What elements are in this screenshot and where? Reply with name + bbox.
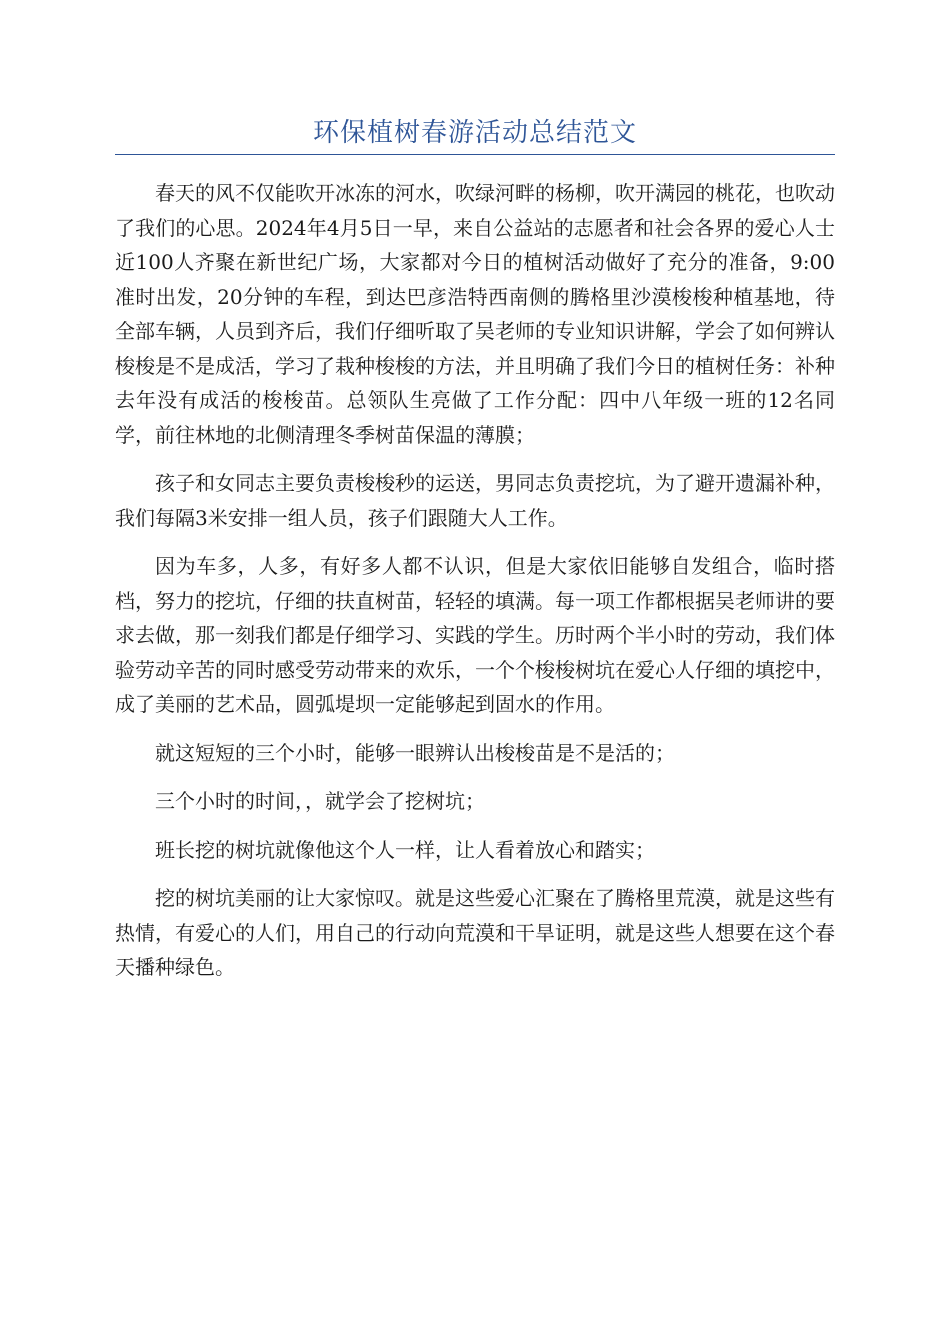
paragraph: 三个小时的时间，，就学会了挖树坑； — [155, 789, 485, 813]
document-body — [115, 176, 835, 999]
document-title: 环保植树春游活动总结范文 — [312, 118, 637, 148]
paragraph: 就这短短的三个小时，能够一眼辨认出梭梭苗是不是活的； — [155, 740, 675, 765]
paragraph: 孩子和女同志主要负责梭梭秒的运送，男同志负责挖坑，为了避开遗漏补种，我们每隔3米安排一组人员，孩子们跟随大人工作。 — [115, 471, 835, 530]
paragraph: 班长挖的树坑就像他这个人一样，让人看着放心和踏实； — [155, 837, 655, 862]
paragraph: 因为车多，人多，有好多人都不认识，但是大家依旧能够自发组合，临时搭档，努力的挖坑，仔细的扶直树苗，轻轻的填满。每一项工作都根据吴老师讲的要求去做，那一刻我们都是仔细学习、实践的学生。历时两个半小时的劳动，我们体验劳动辛苦的同时感受劳动带来的欢乐，一个个梭梭树坑在爱心人仔细的填挖中，成了美丽的艺术品，圆弧堤坝一定能够起到固水的作用。 — [115, 554, 835, 716]
paragraph: 春天的风不仅能吹开冰冻的河水，吹绿河畔的杨柳，吹开满园的桃花，也吹动了我们的心思。2024年4月5日一早，来自公益站的志愿者和社会各界的爱心人士近100人齐聚在新世纪广场，大家都对今日的植树活动做好了充分的准备，9:00准时出发，20分钟的车程，到达巴彦浩特西南侧的腾格里沙漠梭梭种植基地，待全部车辆，人员到齐后，我们仔细听取了吴老师的专业知识讲解，学会了如何辨认梭梭是不是成活，学习了栽种梭梭的方法，并且明确了我们今日的植树任务：补种去年没有成活的梭梭苗。总领队生亮做了工作分配：四中八年级一班的12名同学，前往林地的北侧清理冬季树苗保温的薄膜； — [115, 181, 835, 447]
title-underline-divider — [115, 154, 835, 155]
paragraph: 挖的树坑美丽的让大家惊叹。就是这些爱心汇聚在了腾格里荒漠，就是这些有热情，有爱心的人们，用自己的行动向荒漠和干旱证明，就是这些人想要在这个春天播种绿色。 — [115, 886, 835, 979]
